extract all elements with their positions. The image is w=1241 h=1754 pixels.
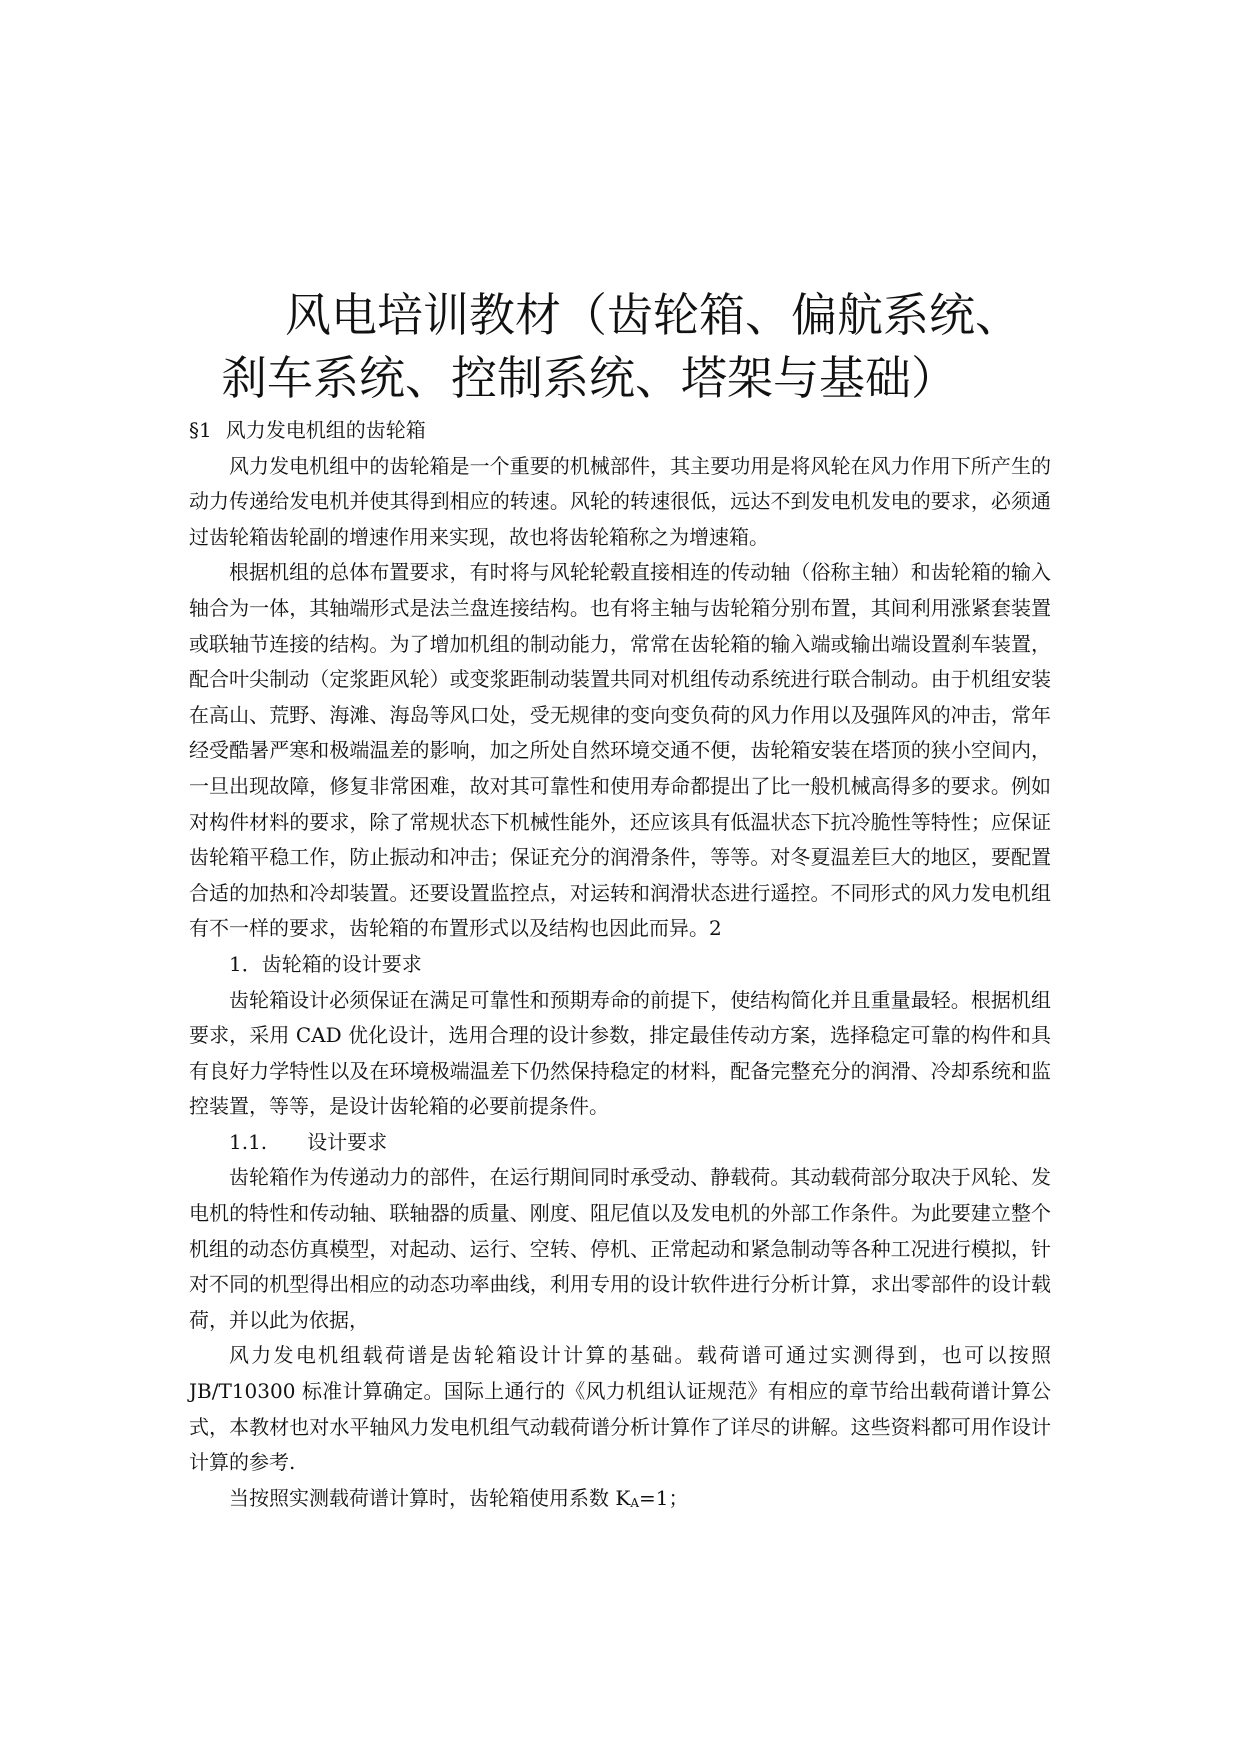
document-body	[189, 413, 1051, 1516]
subsubsection-title: 设计要求	[307, 1129, 388, 1154]
section-heading	[189, 413, 1051, 449]
paragraph-application-factor	[189, 1481, 1051, 1517]
subsection-heading-design-requirements: 1．齿轮箱的设计要求	[229, 951, 422, 976]
subsubsection-number: 1.1.	[229, 1129, 268, 1154]
application-factor-value: =1；	[638, 1485, 689, 1510]
application-factor-subscript: A	[630, 1495, 639, 1510]
section-heading-text: 风力发电机组的齿轮箱	[225, 418, 426, 442]
subsubsection-heading	[189, 1125, 1051, 1161]
document-title-line-1: 风电培训教材（齿轮箱、偏航系统、	[285, 288, 1021, 342]
section-mark: §1	[189, 418, 212, 442]
paragraph-design-principles: 齿轮箱设计必须保证在满足可靠性和预期寿命的前提下，使结构简化并且重量最轻。根据机组要求，采用 CAD 优化设计，选用合理的设计参数，排定最佳传动方案，选择稳定可靠的构件和具有良好力学特性以及在环境极端温差下仍然保持稳定的材料，配备完整充分的润滑、冷却系统和监控装置，等等，是设计齿轮箱的必要前提条件。	[189, 987, 1051, 1119]
document-title-line-2: 刹车系统、控制系统、塔架与基础）	[221, 351, 957, 405]
paragraph-gearbox-intro: 风力发电机组中的齿轮箱是一个重要的机械部件，其主要功用是将风轮在风力作用下所产生的动力传递给发电机并使其得到相应的转速。风轮的转速很低，远达不到发电机发电的要求，必须通过齿轮箱齿轮副的增速作用来实现，故也将齿轮箱称之为增速箱。	[189, 453, 1051, 549]
paragraph-gearbox-layout: 根据机组的总体布置要求，有时将与风轮轮毂直接相连的传动轴（俗称主轴）和齿轮箱的输入轴合为一体，其轴端形式是法兰盘连接结构。也有将主轴与齿轮箱分别布置，其间利用涨紧套装置或联轴节连接的结构。为了增加机组的制动能力，常常在齿轮箱的输入端或输出端设置刹车装置，配合叶尖制动（定浆距风轮）或变浆距制动装置共同对机组传动系统进行联合制动。由于机组安装在高山、荒野、海滩、海岛等风口处，受无规律的变向变负荷的风力作用以及强阵风的冲击，常年经受酷暑严寒和极端温差的影响，加之所处自然环境交通不便，齿轮箱安装在塔顶的狭小空间内，一旦出现故障，修复非常困难，故对其可靠性和使用寿命都提出了比一般机械高得多的要求。例如对构件材料的要求，除了常规状态下机械性能外，还应该具有低温状态下抗冷脆性等特性；应保证齿轮箱平稳工作，防止振动和冲击；保证充分的润滑条件，等等。对冬夏温差巨大的地区，要配置合适的加热和冷却装置。还要设置监控点，对运转和润滑状态进行遥控。不同形式的风力发电机组有不一样的要求，齿轮箱的布置形式以及结构也因此而异。2	[189, 560, 1051, 941]
paragraph-load-analysis: 齿轮箱作为传递动力的部件，在运行期间同时承受动、静载荷。其动载荷部分取决于风轮、发电机的特性和传动轴、联轴器的质量、刚度、阻尼值以及发电机的外部工作条件。为此要建立整个机组的动态仿真模型，对起动、运行、空转、停机、正常起动和紧急制动等各种工况进行模拟，针对不同的机型得出相应的动态功率曲线，利用专用的设计软件进行分析计算，求出零部件的设计载荷，并以此为依据，	[189, 1165, 1051, 1332]
application-factor-text: 当按照实测载荷谱计算时，齿轮箱使用系数 K	[229, 1485, 631, 1510]
paragraph-load-spectrum: 风力发电机组载荷谱是齿轮箱设计计算的基础。载荷谱可通过实测得到，也可以按照 JB/T10300 标准计算确定。国际上通行的《风力机组认证规范》有相应的章节给出载荷谱计算公式，本教材也对水平轴风力发电机组气动载荷谱分析计算作了详尽的讲解。这些资料都可用作设计计算的参考.	[189, 1343, 1051, 1475]
